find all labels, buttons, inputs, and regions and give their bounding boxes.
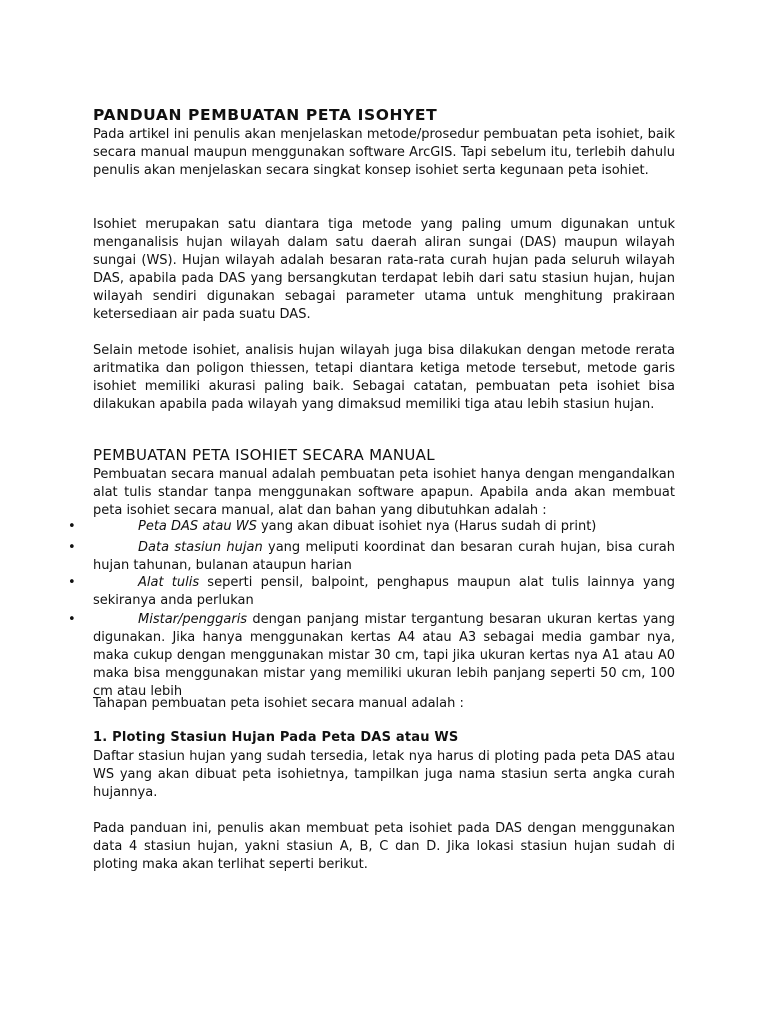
list-item (93, 611, 675, 701)
intro-paragraph: Pada artikel ini penulis akan menjelaskan metode/prosedur pembuatan peta isohiet, baik secara manual maupun menggunakan software ArcGIS. Tapi sebelum itu, terlebih dahulu penulis akan menjelaskan secara singkat konsep isohiet serta kegunaan peta isohiet. (93, 127, 675, 178)
steps-intro: Tahapan pembuatan peta isohiet secara manual adalah : (93, 696, 464, 711)
section-title: PEMBUATAN PETA ISOHIET SECARA MANUAL (93, 446, 435, 464)
bullet-marker: • (68, 519, 76, 534)
paragraph-isohiet-definition: Isohiet merupakan satu diantara tiga metode yang paling umum digunakan untuk menganalisis hujan wilayah dalam satu daerah aliran sungai (DAS) maupun wilayah sungai (WS). Hujan wilayah adalah besaran rata-rata curah hujan pada seluruh wilayah DAS, apabila pada DAS yang bersangkutan terdapat lebih dari satu stasiun hujan, hujan wilayah sendiri digunakan sebagai parameter utama untuk menghitung prakiraan ketersediaan air pada suatu DAS. (93, 217, 675, 322)
list-item-text: dengan panjang mistar tergantung besaran ukuran kertas yang digunakan. Jika hanya menggunakan kertas A4 atau A3 sebagai media gambar nya, maka cukup dengan menggunakan mistar 30 cm, tapi jika ukuran kertas nya A1 atau A0 maka bisa menggunakan mistar yang memiliki ukuran lebih panjang seperti 50 cm, 100 cm atau lebih (93, 612, 675, 699)
list-item (93, 574, 675, 610)
list-item (93, 518, 675, 536)
list-item-italic: Peta DAS atau WS (138, 519, 257, 534)
list-item-text: seperti pensil, balpoint, penghapus maupun alat tulis lainnya yang sekiranya anda perlukan (93, 575, 675, 608)
bullet-marker: • (68, 575, 76, 590)
step1-paragraph: Daftar stasiun hujan yang sudah tersedia, letak nya harus di ploting pada peta DAS atau WS yang akan dibuat peta isohietnya, tampilkan juga nama stasiun serta angka curah hujannya. (93, 749, 675, 800)
list-item-italic: Data stasiun hujan (138, 540, 263, 555)
step1-paragraph-2: Pada panduan ini, penulis akan membuat peta isohiet pada DAS dengan menggunakan data 4 stasiun hujan, yakni stasiun A, B, C dan D. Jika lokasi stasiun hujan sudah di ploting maka akan terlihat seperti berikut. (93, 821, 675, 872)
paragraph-methods: Selain metode isohiet, analisis hujan wilayah juga bisa dilakukan dengan metode rerata aritmatika dan poligon thiessen, tetapi diantara ketiga metode tersebut, metode garis isohiet memiliki akurasi paling baik. Sebagai catatan, pembuatan peta isohiet bisa dilakukan apabila pada wilayah yang dimaksud memiliki tiga atau lebih stasiun hujan. (93, 343, 675, 412)
document-title: PANDUAN PEMBUATAN PETA ISOHYET (93, 106, 438, 124)
list-item-italic: Mistar/penggaris (138, 612, 248, 627)
list-item (93, 539, 675, 575)
list-item-text: yang meliputi koordinat dan besaran curah hujan, bisa curah hujan tahunan, bulanan ataupun harian (93, 540, 675, 573)
bullet-marker: • (68, 612, 76, 627)
list-item-italic: Alat tulis (138, 575, 200, 590)
step1-heading: 1. Ploting Stasiun Hujan Pada Peta DAS atau WS (93, 730, 459, 745)
section-intro-paragraph: Pembuatan secara manual adalah pembuatan peta isohiet hanya dengan mengandalkan alat tulis standar tanpa menggunakan software apapun. Apabila anda akan membuat peta isohiet secara manual, alat dan bahan yang dibutuhkan adalah : (93, 467, 675, 518)
list-item-text: yang akan dibuat isohiet nya (Harus sudah di print) (256, 519, 597, 534)
bullet-marker: • (68, 540, 76, 555)
